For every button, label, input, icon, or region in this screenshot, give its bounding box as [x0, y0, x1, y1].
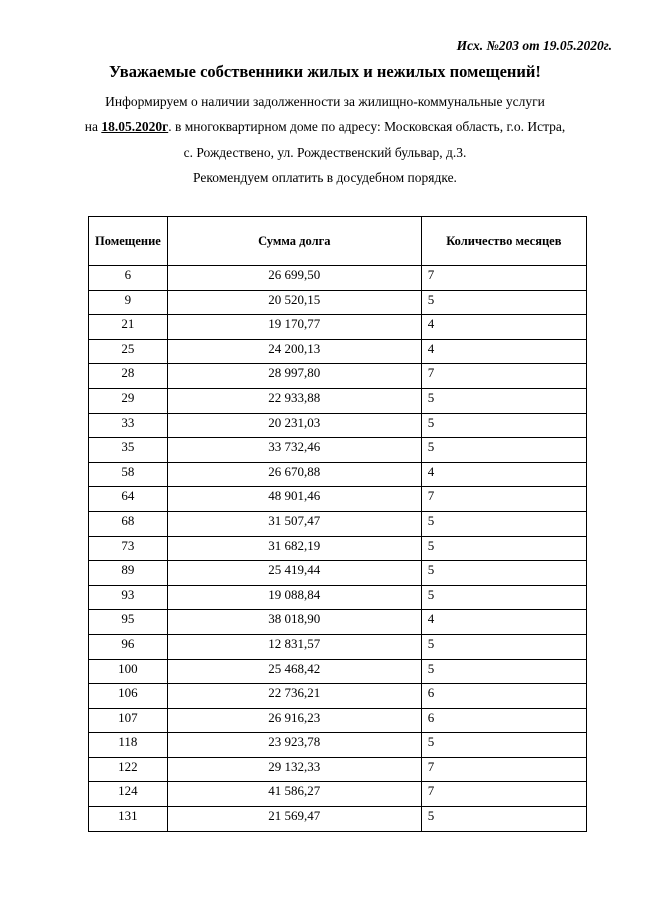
room-number-cell: 9	[89, 290, 168, 315]
page-title: Уважаемые собственники жилых и нежилых помещений!	[109, 62, 541, 81]
debt-sum-cell: 21 569,47	[167, 807, 421, 832]
table-header-row	[89, 217, 587, 266]
months-count-cell: 5	[421, 807, 586, 832]
header-room: Помещение	[89, 217, 168, 266]
header-debt-sum: Сумма долга	[167, 217, 421, 266]
debt-sum-cell: 28 997,80	[167, 364, 421, 389]
debt-sum-cell: 33 732,46	[167, 438, 421, 463]
debt-sum-cell: 20 231,03	[167, 413, 421, 438]
months-count-cell: 5	[421, 536, 586, 561]
debt-sum-cell: 20 520,15	[167, 290, 421, 315]
months-count-cell: 4	[421, 339, 586, 364]
table-row	[89, 290, 587, 315]
months-count-cell: 5	[421, 634, 586, 659]
room-number-cell: 95	[89, 610, 168, 635]
room-number-cell: 58	[89, 462, 168, 487]
intro-address-line: с. Рождествено, ул. Рождественский бульвар, д.3.	[183, 145, 467, 160]
debt-sum-cell: 48 901,46	[167, 487, 421, 512]
months-count-cell: 5	[421, 388, 586, 413]
intro-recommendation: Рекомендуем оплатить в досудебном порядке.	[193, 170, 457, 185]
room-number-cell: 124	[89, 782, 168, 807]
debt-date: 18.05.2020г	[101, 119, 169, 134]
room-number-cell: 64	[89, 487, 168, 512]
debt-sum-cell: 22 736,21	[167, 684, 421, 709]
months-count-cell: 5	[421, 511, 586, 536]
room-number-cell: 6	[89, 266, 168, 291]
months-count-cell: 5	[421, 585, 586, 610]
months-count-cell: 5	[421, 659, 586, 684]
table-row	[89, 462, 587, 487]
debt-table	[88, 216, 587, 832]
months-count-cell: 7	[421, 364, 586, 389]
room-number-cell: 96	[89, 634, 168, 659]
table-row	[89, 733, 587, 758]
room-number-cell: 25	[89, 339, 168, 364]
months-count-cell: 6	[421, 684, 586, 709]
months-count-cell: 6	[421, 708, 586, 733]
months-count-cell: 4	[421, 462, 586, 487]
table-row	[89, 708, 587, 733]
months-count-cell: 7	[421, 487, 586, 512]
debt-sum-cell: 25 468,42	[167, 659, 421, 684]
table-row	[89, 807, 587, 832]
intro-line-2	[0, 119, 650, 135]
months-count-cell: 5	[421, 290, 586, 315]
table-row	[89, 388, 587, 413]
room-number-cell: 118	[89, 733, 168, 758]
debt-sum-cell: 24 200,13	[167, 339, 421, 364]
room-number-cell: 122	[89, 757, 168, 782]
table-row	[89, 684, 587, 709]
months-count-cell: 5	[421, 561, 586, 586]
table-row	[89, 536, 587, 561]
room-number-cell: 89	[89, 561, 168, 586]
debt-sum-cell: 26 916,23	[167, 708, 421, 733]
table-row	[89, 757, 587, 782]
months-count-cell: 7	[421, 782, 586, 807]
room-number-cell: 100	[89, 659, 168, 684]
debt-sum-cell: 19 170,77	[167, 315, 421, 340]
intro-line-2-suffix: . в многоквартирном доме по адресу: Московская область, г.о. Истра,	[168, 119, 566, 134]
months-count-cell: 7	[421, 757, 586, 782]
debt-sum-cell: 19 088,84	[167, 585, 421, 610]
debt-sum-cell: 26 670,88	[167, 462, 421, 487]
intro-line-2-prefix: на	[84, 119, 102, 134]
debt-sum-cell: 29 132,33	[167, 757, 421, 782]
months-count-cell: 7	[421, 266, 586, 291]
table-row	[89, 561, 587, 586]
debt-sum-cell: 23 923,78	[167, 733, 421, 758]
room-number-cell: 29	[89, 388, 168, 413]
table-row	[89, 634, 587, 659]
table-body	[89, 266, 587, 832]
table-row	[89, 585, 587, 610]
table-row	[89, 266, 587, 291]
debt-sum-cell: 26 699,50	[167, 266, 421, 291]
room-number-cell: 93	[89, 585, 168, 610]
room-number-cell: 106	[89, 684, 168, 709]
debt-sum-cell: 12 831,57	[167, 634, 421, 659]
debt-sum-cell: 31 507,47	[167, 511, 421, 536]
table-row	[89, 610, 587, 635]
months-count-cell: 4	[421, 610, 586, 635]
table-row	[89, 659, 587, 684]
room-number-cell: 35	[89, 438, 168, 463]
debt-sum-cell: 41 586,27	[167, 782, 421, 807]
room-number-cell: 33	[89, 413, 168, 438]
debt-sum-cell: 25 419,44	[167, 561, 421, 586]
room-number-cell: 21	[89, 315, 168, 340]
months-count-cell: 4	[421, 315, 586, 340]
table-row	[89, 438, 587, 463]
table-row	[89, 487, 587, 512]
table-row	[89, 315, 587, 340]
room-number-cell: 107	[89, 708, 168, 733]
room-number-cell: 68	[89, 511, 168, 536]
table-row	[89, 413, 587, 438]
header-months: Количество месяцев	[421, 217, 586, 266]
table-row	[89, 511, 587, 536]
debt-sum-cell: 38 018,90	[167, 610, 421, 635]
room-number-cell: 131	[89, 807, 168, 832]
debt-sum-cell: 31 682,19	[167, 536, 421, 561]
months-count-cell: 5	[421, 733, 586, 758]
table-row	[89, 782, 587, 807]
months-count-cell: 5	[421, 438, 586, 463]
table-row	[89, 364, 587, 389]
document-reference: Исх. №203 от 19.05.2020г.	[456, 38, 612, 53]
intro-line-1: Информируем о наличии задолженности за жилищно-коммунальные услуги	[105, 94, 545, 109]
room-number-cell: 28	[89, 364, 168, 389]
table-row	[89, 339, 587, 364]
room-number-cell: 73	[89, 536, 168, 561]
months-count-cell: 5	[421, 413, 586, 438]
debt-sum-cell: 22 933,88	[167, 388, 421, 413]
